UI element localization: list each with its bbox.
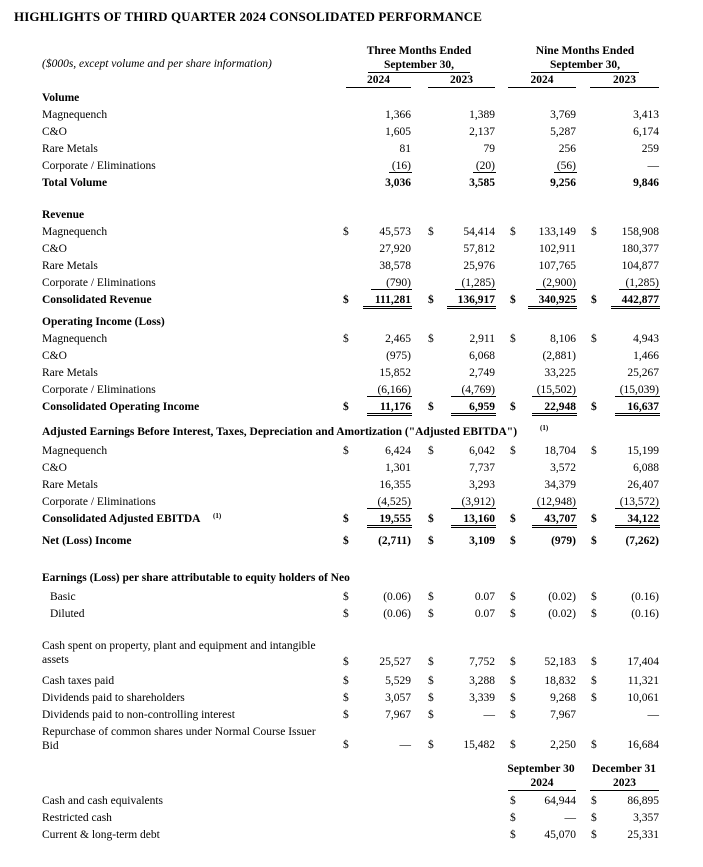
value-cell: — (647, 160, 659, 172)
dollar-sign: $ (343, 535, 349, 547)
dollar-sign: $ (428, 445, 434, 457)
dollar-sign: $ (428, 709, 434, 721)
value-cell: 15,199 (627, 445, 659, 457)
value-cell: 2,137 (469, 126, 495, 138)
rule-line (451, 508, 496, 509)
year-header: 2024 (508, 73, 576, 88)
dollar-sign: $ (510, 294, 516, 306)
value-cell: 136,917 (457, 294, 495, 306)
value-cell: 3,339 (469, 692, 495, 704)
row-label: Cash taxes paid (42, 675, 115, 687)
value-cell: 25,976 (463, 260, 495, 272)
row-label: Cash and cash equivalents (42, 795, 164, 807)
rule-line (619, 289, 660, 290)
dollar-sign: $ (591, 333, 597, 345)
dollar-sign: $ (591, 513, 597, 525)
value-cell: 9,268 (550, 692, 576, 704)
dollar-sign: $ (428, 294, 434, 306)
value-cell: (15,039) (619, 384, 659, 396)
value-cell: 15,482 (463, 739, 495, 751)
value-cell: (0.02) (548, 608, 576, 620)
value-cell: 133,149 (538, 226, 576, 238)
rule-line (532, 525, 577, 528)
year-header: 2023 (590, 73, 659, 88)
dollar-sign: $ (510, 608, 516, 620)
value-cell: 7,752 (469, 656, 495, 668)
dollar-sign: $ (591, 401, 597, 413)
value-cell: 4,943 (633, 333, 659, 345)
value-cell: 7,737 (469, 462, 495, 474)
value-cell: 158,908 (621, 226, 659, 238)
value-cell: 25,267 (627, 367, 659, 379)
value-cell: 3,109 (469, 535, 495, 547)
dollar-sign: $ (343, 739, 349, 751)
dollar-sign: $ (510, 739, 516, 751)
rule-line (451, 525, 496, 528)
value-cell: (13,572) (619, 496, 659, 508)
value-cell: 256 (558, 143, 576, 155)
value-cell: 86,895 (627, 795, 659, 807)
rule-line (615, 413, 660, 416)
rule-line (367, 508, 412, 509)
value-cell: 3,585 (469, 177, 495, 189)
dollar-sign: $ (343, 591, 349, 603)
value-cell: 25,527 (379, 656, 411, 668)
value-cell: 3,293 (469, 479, 495, 491)
year-header: 2024 (508, 776, 576, 791)
dollar-sign: $ (591, 535, 597, 547)
value-cell: 25,331 (627, 829, 659, 841)
value-cell: 2,250 (550, 739, 576, 751)
dollar-sign: $ (428, 226, 434, 238)
value-cell: 34,122 (627, 513, 659, 525)
consolidated-operating-income-label: Consolidated Operating Income (42, 401, 200, 413)
row-label: Dividends paid to non-controlling interest (42, 709, 235, 721)
rule-line (536, 289, 577, 290)
dollar-sign: $ (428, 739, 434, 751)
row-label: Corporate / Eliminations (42, 277, 156, 289)
value-cell: 16,355 (379, 479, 411, 491)
section-heading-operating-income: Operating Income (Loss) (42, 316, 165, 328)
dollar-sign: $ (510, 535, 516, 547)
value-cell: 57,812 (463, 243, 495, 255)
row-label: Diluted (50, 608, 85, 620)
row-label: Rare Metals (42, 260, 98, 272)
units-note: ($000s, except volume and per share information) (42, 58, 272, 70)
dollar-sign: $ (343, 675, 349, 687)
value-cell: 9,256 (550, 177, 576, 189)
dollar-sign: $ (343, 401, 349, 413)
value-cell: 19,555 (379, 513, 411, 525)
value-cell: 2,465 (385, 333, 411, 345)
row-label: Basic (50, 591, 76, 603)
value-cell: 1,605 (385, 126, 411, 138)
value-cell: 18,832 (544, 675, 576, 687)
dollar-sign: $ (510, 656, 516, 668)
value-cell: 6,088 (633, 462, 659, 474)
value-cell: — (483, 709, 495, 721)
capex-label-line2: assets (42, 654, 69, 666)
value-cell: 7,967 (385, 709, 411, 721)
dollar-sign: $ (591, 795, 597, 807)
value-cell: 26,407 (627, 479, 659, 491)
section-heading-volume: Volume (42, 92, 80, 104)
value-cell: 5,529 (385, 675, 411, 687)
value-cell: (3,912) (461, 496, 495, 508)
dollar-sign: $ (428, 333, 434, 345)
row-label: Magnequench (42, 333, 108, 345)
value-cell: 0.07 (474, 608, 495, 620)
row-label: Magnequench (42, 109, 108, 121)
value-cell: 16,684 (627, 739, 659, 751)
rule-line (367, 413, 412, 416)
dollar-sign: $ (343, 294, 349, 306)
value-cell: 22,948 (544, 401, 576, 413)
dollar-sign: $ (343, 692, 349, 704)
value-cell: 64,944 (544, 795, 576, 807)
value-cell: 52,183 (544, 656, 576, 668)
row-label: Rare Metals (42, 479, 98, 491)
value-cell: 17,404 (627, 656, 659, 668)
value-cell: (15,502) (536, 384, 576, 396)
value-cell: (0.16) (631, 608, 659, 620)
total-volume-label: Total Volume (42, 177, 108, 189)
value-cell: 10,061 (627, 692, 659, 704)
value-cell: (0.02) (548, 591, 576, 603)
row-label: C&O (42, 350, 67, 362)
value-cell: (12,948) (536, 496, 576, 508)
value-cell: (0.06) (383, 608, 411, 620)
section-heading-eps: Earnings (Loss) per share attributable to equity holders of Neo (42, 572, 350, 584)
repurchase-label-line1: Repurchase of common shares under Normal Course Issuer (42, 726, 316, 738)
value-cell: (975) (386, 350, 411, 362)
dollar-sign: $ (591, 692, 597, 704)
value-cell: 2,749 (469, 367, 495, 379)
value-cell: — (399, 739, 411, 751)
capex-label-line1: Cash spent on property, plant and equipment and intangible (42, 640, 316, 652)
value-cell: (2,900) (542, 277, 576, 289)
page-title: HIGHLIGHTS OF THIRD QUARTER 2024 CONSOLIDATED PERFORMANCE (14, 9, 482, 24)
value-cell: 3,413 (633, 109, 659, 121)
value-cell: 3,036 (385, 177, 411, 189)
dollar-sign: $ (510, 445, 516, 457)
value-cell: 27,920 (379, 243, 411, 255)
year-header: 2023 (428, 73, 495, 88)
value-cell: 6,042 (469, 445, 495, 457)
value-cell: 43,707 (544, 513, 576, 525)
dollar-sign: $ (510, 795, 516, 807)
rule-line (532, 413, 577, 416)
value-cell: 9,846 (633, 177, 659, 189)
value-cell: 3,357 (633, 812, 659, 824)
dollar-sign: $ (510, 829, 516, 841)
dollar-sign: $ (591, 226, 597, 238)
value-cell: 13,160 (463, 513, 495, 525)
footnote-marker: (1) (213, 512, 222, 520)
value-cell: 33,225 (544, 367, 576, 379)
row-label: Current & long-term debt (42, 829, 160, 841)
rule-line (615, 525, 660, 528)
rule-line (451, 396, 496, 397)
value-cell: 15,852 (379, 367, 411, 379)
rule-line (611, 306, 660, 309)
dollar-sign: $ (343, 656, 349, 668)
rule-line (532, 508, 577, 509)
value-cell: 1,301 (385, 462, 411, 474)
row-label: C&O (42, 126, 67, 138)
rule-line (389, 172, 412, 173)
row-label: C&O (42, 462, 67, 474)
dollar-sign: $ (591, 675, 597, 687)
dollar-sign: $ (343, 709, 349, 721)
value-cell: (1,285) (625, 277, 659, 289)
dollar-sign: $ (510, 675, 516, 687)
row-label: Magnequench (42, 226, 108, 238)
dollar-sign: $ (591, 445, 597, 457)
dollar-sign: $ (428, 675, 434, 687)
value-cell: 6,174 (633, 126, 659, 138)
value-cell: 11,321 (627, 675, 659, 687)
dollar-sign: $ (428, 692, 434, 704)
value-cell: (2,711) (378, 535, 411, 547)
value-cell: 1,366 (385, 109, 411, 121)
value-cell: 0.07 (474, 591, 495, 603)
value-cell: (16) (391, 160, 411, 172)
value-cell: 8,106 (550, 333, 576, 345)
dollar-sign: $ (591, 829, 597, 841)
year-header: 2023 (590, 776, 659, 791)
dollar-sign: $ (510, 513, 516, 525)
dollar-sign: $ (343, 333, 349, 345)
dollar-sign: $ (428, 608, 434, 620)
value-cell: 3,769 (550, 109, 576, 121)
value-cell: 81 (399, 143, 411, 155)
value-cell: (7,262) (625, 535, 659, 547)
dollar-sign: $ (428, 591, 434, 603)
rule-line (455, 289, 496, 290)
dollar-sign: $ (428, 535, 434, 547)
value-cell: 442,877 (621, 294, 659, 306)
header-three-months-date: September 30, (368, 58, 470, 73)
value-cell: 34,379 (544, 479, 576, 491)
dollar-sign: $ (591, 608, 597, 620)
value-cell: 107,765 (538, 260, 576, 272)
value-cell: 111,281 (374, 294, 411, 306)
dollar-sign: $ (510, 333, 516, 345)
value-cell: — (564, 812, 576, 824)
dollar-sign: $ (343, 226, 349, 238)
dollar-sign: $ (343, 513, 349, 525)
value-cell: (4,769) (461, 384, 495, 396)
value-cell: (0.16) (631, 591, 659, 603)
value-cell: 45,573 (379, 226, 411, 238)
dollar-sign: $ (428, 656, 434, 668)
value-cell: 6,068 (469, 350, 495, 362)
header-nine-months-date: September 30, (531, 58, 639, 73)
rule-line (371, 289, 412, 290)
rule-line (473, 172, 496, 173)
value-cell: — (647, 709, 659, 721)
dollar-sign: $ (428, 401, 434, 413)
dollar-sign: $ (343, 608, 349, 620)
rule-line (554, 172, 577, 173)
value-cell: 1,466 (633, 350, 659, 362)
value-cell: (6,166) (377, 384, 411, 396)
section-heading-adjusted-ebitda: Adjusted Earnings Before Interest, Taxes, Depreciation and Amortization ("Adjusted EBITDA") (42, 426, 518, 438)
value-cell: 3,057 (385, 692, 411, 704)
value-cell: 102,911 (539, 243, 576, 255)
value-cell: 79 (483, 143, 495, 155)
dollar-sign: $ (591, 294, 597, 306)
value-cell: (0.06) (383, 591, 411, 603)
value-cell: 2,911 (469, 333, 495, 345)
rule-line (367, 396, 412, 397)
row-label: Rare Metals (42, 367, 98, 379)
header-dec31-balance: December 31 (592, 763, 656, 775)
value-cell: 5,287 (550, 126, 576, 138)
value-cell: 16,637 (627, 401, 659, 413)
value-cell: 54,414 (463, 226, 495, 238)
rule-line (367, 525, 412, 528)
row-label: Corporate / Eliminations (42, 496, 156, 508)
value-cell: 18,704 (544, 445, 576, 457)
value-cell: 1,389 (469, 109, 495, 121)
value-cell: (56) (556, 160, 576, 172)
value-cell: (790) (386, 277, 411, 289)
value-cell: 3,572 (550, 462, 576, 474)
header-nine-months: Nine Months Ended (535, 45, 635, 57)
rule-line (363, 306, 412, 309)
row-label: Magnequench (42, 445, 108, 457)
dollar-sign: $ (510, 226, 516, 238)
dollar-sign: $ (510, 591, 516, 603)
value-cell: (2,881) (542, 350, 576, 362)
row-label: Dividends paid to shareholders (42, 692, 185, 704)
value-cell: 6,959 (469, 401, 495, 413)
rule-line (528, 306, 577, 309)
value-cell: 340,925 (538, 294, 576, 306)
rule-line (447, 306, 496, 309)
dollar-sign: $ (591, 739, 597, 751)
value-cell: 6,424 (385, 445, 411, 457)
consolidated-revenue-label: Consolidated Revenue (42, 294, 152, 306)
row-label: C&O (42, 243, 67, 255)
value-cell: 7,967 (550, 709, 576, 721)
row-label: Corporate / Eliminations (42, 384, 156, 396)
dollar-sign: $ (510, 401, 516, 413)
value-cell: (979) (551, 535, 576, 547)
repurchase-label-line2: Bid (42, 740, 59, 752)
row-label: Corporate / Eliminations (42, 160, 156, 172)
footnote-marker: (1) (540, 424, 549, 432)
header-three-months: Three Months Ended (366, 45, 472, 57)
rule-line (615, 396, 660, 397)
row-label: Rare Metals (42, 143, 98, 155)
value-cell: 180,377 (621, 243, 659, 255)
net-income-label: Net (Loss) Income (42, 535, 132, 547)
dollar-sign: $ (510, 812, 516, 824)
value-cell: (1,285) (461, 277, 495, 289)
dollar-sign: $ (510, 692, 516, 704)
dollar-sign: $ (591, 591, 597, 603)
year-header: 2024 (346, 73, 411, 88)
value-cell: 38,578 (379, 260, 411, 272)
value-cell: 11,176 (380, 401, 411, 413)
dollar-sign: $ (343, 445, 349, 457)
value-cell: (20) (475, 160, 495, 172)
value-cell: (4,525) (377, 496, 411, 508)
value-cell: 45,070 (544, 829, 576, 841)
rule-line (451, 413, 496, 416)
dollar-sign: $ (591, 812, 597, 824)
value-cell: 104,877 (621, 260, 659, 272)
value-cell: 259 (641, 143, 659, 155)
consolidated-adjusted-ebitda-label: Consolidated Adjusted EBITDA (42, 513, 201, 525)
row-label: Restricted cash (42, 812, 112, 824)
value-cell: 3,288 (469, 675, 495, 687)
dollar-sign: $ (510, 709, 516, 721)
rule-line (615, 508, 660, 509)
section-heading-revenue: Revenue (42, 209, 85, 221)
rule-line (532, 396, 577, 397)
dollar-sign: $ (428, 513, 434, 525)
dollar-sign: $ (591, 656, 597, 668)
header-sept30-balance: September 30 (507, 763, 575, 775)
